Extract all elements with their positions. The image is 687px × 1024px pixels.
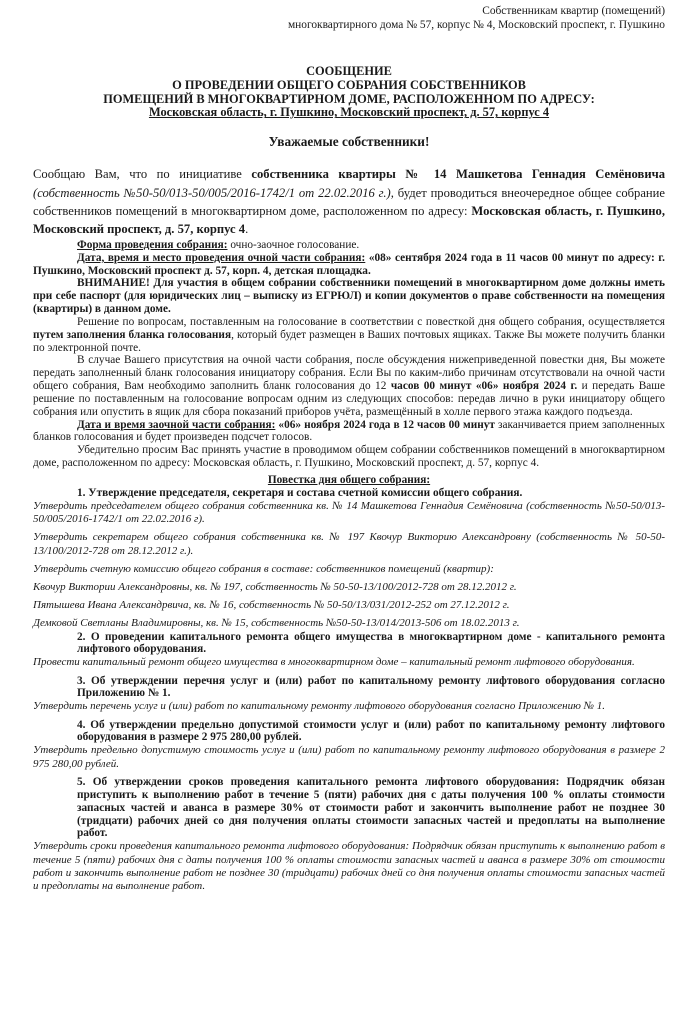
in-person-label: Дата, время и место проведения очной части собрания: <box>77 251 366 264</box>
appeal-paragraph: Убедительно просим Вас принять участие в проводимом общем собрании собственников помещений в многоквартирном доме, расположенном по адресу: Московская область, г. Пушкино, Московский проспект, д. 57, корпус 4. <box>33 444 665 470</box>
intro-ownership: (собственность №50-50/013-50/005/2016-1742/1 от 22.02.2016 г.), <box>33 185 394 200</box>
absence-text-1: В случае Вашего присутствия на очной части собрания, после обсуждения нижеприведенной повестки дня, Вы можете передать заполненный бланк голосования инициатору собрания. Если Вы по каким-либо причинам отсутствовали на очной части общего собрания, Вам необходимо заполнить бланк голосования до 12 <box>33 354 665 393</box>
intro-text-2: будет проводиться внеочередное общее собрание собственников помещений в многоквартирном доме, расположенном по адресу: <box>33 185 665 218</box>
document-title <box>33 65 665 120</box>
title-address: Московская область, г. Пушкино, Московский проспект, д. 57, корпус 4 <box>148 105 550 120</box>
commission-member-3: Демковой Светланы Владимировны, кв. № 15, собственность №50-50-13/014/2013-506 от 18.02.2013 г. <box>33 617 520 630</box>
meeting-form-value: очно-заочное голосование. <box>227 238 360 251</box>
absence-paragraph <box>33 354 665 418</box>
decision-paragraph <box>33 316 665 355</box>
agenda-decision-3: Утвердить перечень услуг и (или) работ по капитальному ремонту лифтового оборудования согласно Приложению № 1. <box>33 700 605 713</box>
notice-body <box>33 239 665 470</box>
absentee-part <box>33 419 665 445</box>
title-line-3: ПОМЕЩЕНИЙ В МНОГОКВАРТИРНОМ ДОМЕ, РАСПОЛОЖЕННОМ ПО АДРЕСУ: <box>103 91 595 106</box>
commission-member-2: Пятышева Ивана Александрвича, кв. № 16, собственность № 50-50/13/031/2012-252 от 27.12.2012 г. <box>33 599 510 612</box>
absentee-label: Дата и время заочной части собрания: <box>77 418 276 431</box>
agenda-decision-5: Утвердить сроки проведения капитального ремонта лифтового оборудования: Подрядчик обязан приступить к выполнению работ в течение 5 (пяти) рабочих дня с даты получения 100 % оплаты стоимости запасных частей и аванса в размере 30% от стоимости работ и закончить выполнение работ не позднее 30 (тридцати) рабочих дней со дня получения оплаты стоимости запасных частей и предоплаты на выполнение работ. <box>33 840 665 892</box>
agenda-decision-2: Провести капитальный ремонт общего имущества в многоквартирном доме – капитальный ремонт лифтового оборудования. <box>33 656 635 669</box>
agenda-question-5: 5. Об утверждении сроков проведения капитального ремонта лифтового оборудования: Подрядчик обязан приступить к выполнению работ в течение 5 (пяти) рабочих дня с даты получения 100 % оплаты стоимости запасных частей и аванса в размере 30% от стоимости работ и закончить выполнение работ не позднее 30 (тридцати) рабочих дней со дня получения оплаты стоимости запасных частей и предоплаты на выполнение работ. <box>77 775 665 840</box>
addressee-line-2: многоквартирного дома № 57, корпус № 4, Московский проспект, г. Пушкино <box>287 19 665 31</box>
addressee <box>33 4 665 32</box>
title-line-2: О ПРОВЕДЕНИИ ОБЩЕГО СОБРАНИЯ СОБСТВЕННИКОВ <box>172 77 526 92</box>
absentee-datetime: «06» ноября 2024 года в 12 часов 00 минут <box>275 418 495 431</box>
attention-note: ВНИМАНИЕ! Для участия в общем собрании собственники помещений в многоквартирном доме должны иметь при себе паспорт (для юридических лиц – выписку из ЕГРЮЛ) и копии документов о праве собственности на помещения (квартиры) в данном доме. <box>33 277 665 316</box>
absence-deadline: часов 00 минут «06» ноября 2024 г. <box>390 380 578 393</box>
agenda-decision-1-commission: Утвердить счетную комиссию общего собрания в составе: собственников помещений (квартир): <box>33 562 494 575</box>
agenda-question-3: 3. Об утверждении перечня услуг и (или) работ по капитальному ремонту лифтового оборудования согласно Приложению № 1. <box>77 674 665 700</box>
intro-end: . <box>245 222 249 237</box>
absentee-rest: заканчивается прием заполненных бланков голосования и будет произведен подсчет голосов. <box>33 418 665 444</box>
decision-text-1: Решение по вопросам, поставленным на голосование в соответствии с повесткой дня общего собрания, осуществляется <box>77 315 665 328</box>
intro-paragraph <box>33 165 665 239</box>
agenda-question-1: 1. Утверждение председателя, секретаря и состава счетной комиссии общего собрания. <box>77 487 523 499</box>
agenda-decision-4: Утвердить предельно допустимую стоимость услуг и (или) работ по капитальному ремонту лифтового оборудования в размере 2 975 280,00 рублей. <box>33 744 665 770</box>
in-person-value: «08» сентября 2024 года в 11 часов 00 минут по адресу: г. Пушкино, Московский проспект д. 57, корп. 4, детская площадка. <box>33 251 665 277</box>
agenda-question-4: 4. Об утверждении предельно допустимой стоимости услуг и (или) работ по капитальному ремонту лифтового оборудования в размере 2 975 280,00 рублей. <box>77 718 665 744</box>
greeting: Уважаемые собственники! <box>268 134 430 150</box>
agenda-decision-1-chair: Утвердить председателем общего собрания собственника кв. № 14 Машкетова Геннадия Семёновича (собственность №50-50/013-50/005/2016-1742/1 от 22.02.2016 г). <box>33 499 665 526</box>
addressee-line-1: Собственникам квартир (помещений) <box>482 5 665 17</box>
commission-member-1: Квочур Виктории Александровны, кв. № 197, собственность № 50-50-13/100/2012-728 от 28.12.2012 г. <box>33 580 517 593</box>
decision-text-2: , который будет размещен в Ваших почтовых ящиках. Также Вы можете получить бланки по электронной почте. <box>33 328 665 354</box>
title-line-1: СООБЩЕНИЕ <box>306 64 392 78</box>
intro-initiator: собственника квартиры № 14 Машкетова Геннадия Семёновича <box>251 167 665 182</box>
agenda-question-2: 2. О проведении капитального ремонта общего имущества в многоквартирном доме - капитального ремонта лифтового оборудования. <box>77 630 665 656</box>
intro-address: Московская область, г. Пушкино, Московский проспект, д. 57, корпус 4 <box>33 204 665 237</box>
meeting-form <box>33 239 665 252</box>
agenda-decision-1-secretary: Утвердить секретарем общего собрания собственника кв. № 197 Квочур Викторию Александровну (собственность № 50-50-13/100/2012-728 от 28.12.2012 г.). <box>33 531 665 557</box>
decision-bold: путем заполнения бланка голосования <box>33 328 232 341</box>
meeting-form-label: Форма проведения собрания: <box>77 238 228 251</box>
absence-text-2: и передать Ваше решение по поставленным на голосование вопросам одним из следующих способов: передав лично в руки инициатору общего собрания или опустить в ящик для сбора показаний приборов учёта, размещённый в холле первого этажа каждого подъезда. <box>33 380 665 418</box>
agenda-title: Повестка дня общего собрания: <box>267 474 431 486</box>
in-person-part <box>33 252 665 278</box>
intro-text-1: Сообщаю Вам, что по инициативе <box>33 167 252 182</box>
agenda <box>33 487 665 893</box>
